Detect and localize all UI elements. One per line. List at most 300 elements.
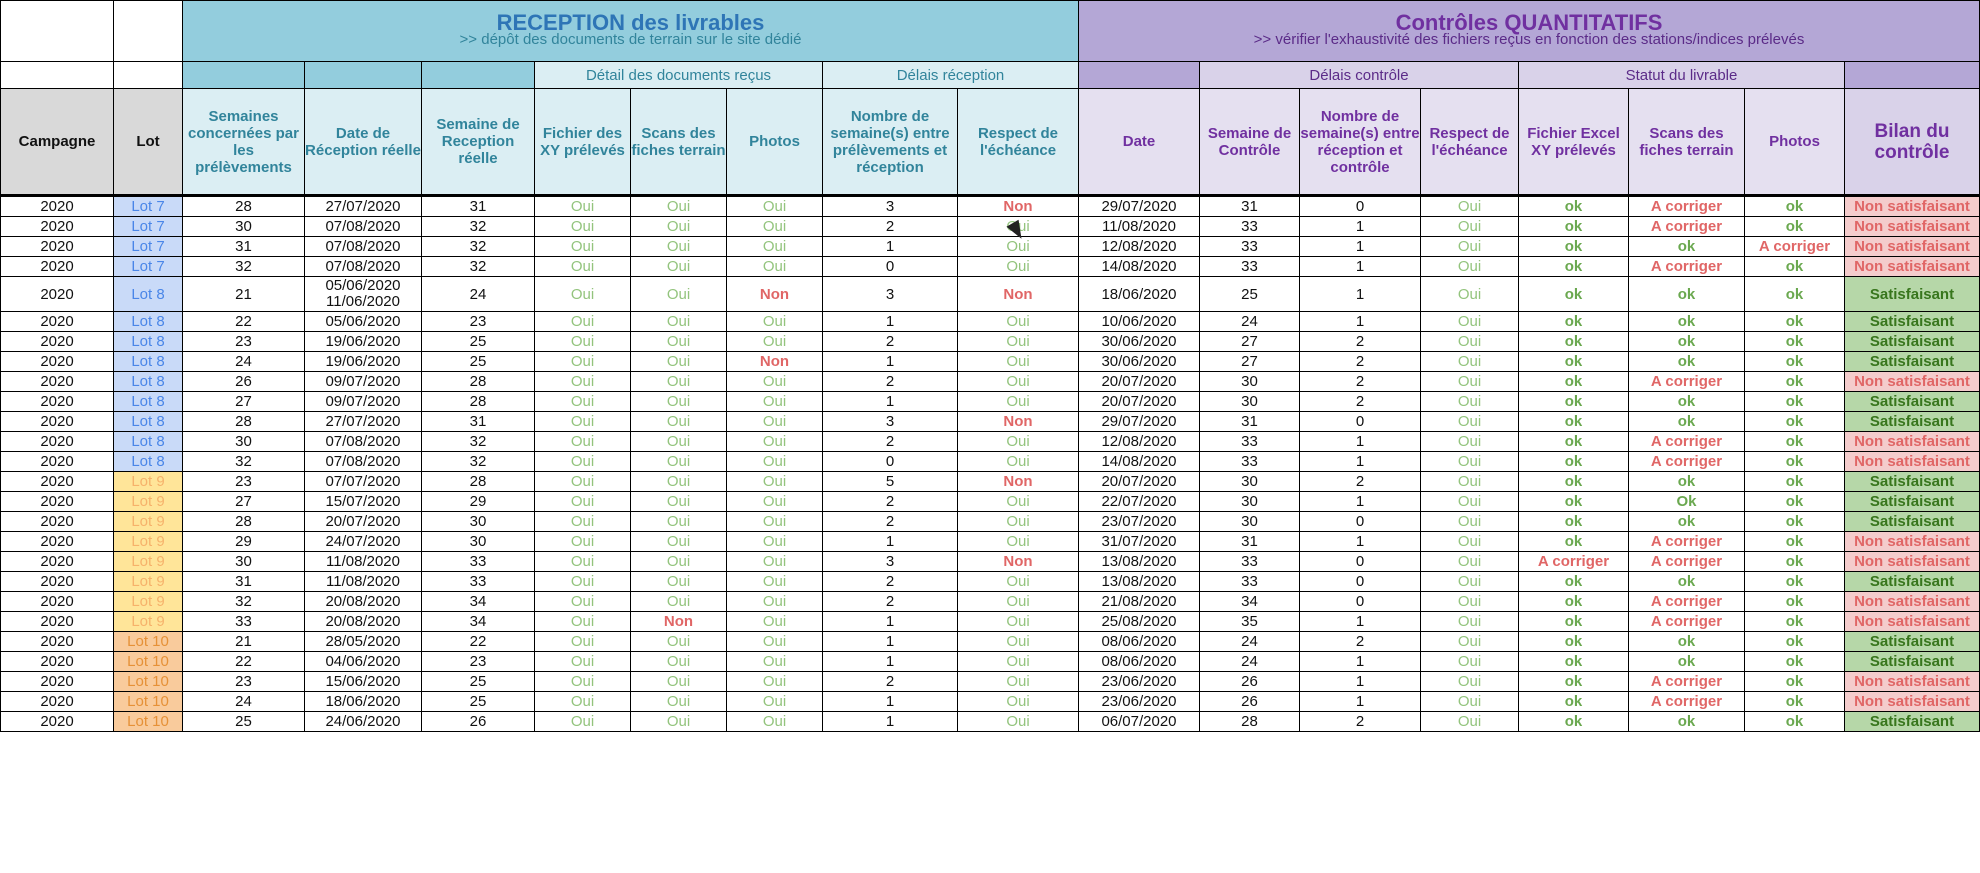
cell-photos-2[interactable]: ok <box>1745 352 1845 372</box>
cell-nb-semaines[interactable]: 0 <box>823 452 958 472</box>
cell-respect-echeance-2[interactable]: Oui <box>1421 452 1519 472</box>
cell-photos[interactable]: Oui <box>727 432 823 452</box>
cell-fichier-xy[interactable]: Oui <box>535 452 631 472</box>
cell-fichier-excel[interactable]: ok <box>1519 652 1629 672</box>
cell-fichier-excel[interactable]: ok <box>1519 492 1629 512</box>
cell-respect-echeance-2[interactable]: Oui <box>1421 197 1519 217</box>
cell-semaine-reception[interactable]: 23 <box>422 312 535 332</box>
cell-semaine-reception[interactable]: 31 <box>422 197 535 217</box>
cell-semaines[interactable]: 25 <box>183 712 305 732</box>
cell-scans[interactable]: Oui <box>631 572 727 592</box>
cell-nb-semaines-ctrl[interactable]: 1 <box>1300 312 1421 332</box>
cell-nb-semaines-ctrl[interactable]: 2 <box>1300 332 1421 352</box>
cell-semaine-controle[interactable]: 30 <box>1200 512 1300 532</box>
cell-lot[interactable]: Lot 8 <box>114 452 183 472</box>
cell-date-controle[interactable]: 06/07/2020 <box>1079 712 1200 732</box>
cell-fichier-xy[interactable]: Oui <box>535 532 631 552</box>
cell-nb-semaines[interactable]: 2 <box>823 592 958 612</box>
cell-nb-semaines-ctrl[interactable]: 2 <box>1300 712 1421 732</box>
cell-semaines[interactable]: 26 <box>183 372 305 392</box>
cell-scans-2[interactable]: A corriger <box>1629 452 1745 472</box>
cell-fichier-xy[interactable]: Oui <box>535 197 631 217</box>
cell-semaines[interactable]: 28 <box>183 512 305 532</box>
cell-campagne[interactable]: 2020 <box>0 712 114 732</box>
cell-lot[interactable]: Lot 8 <box>114 372 183 392</box>
cell-fichier-excel[interactable]: ok <box>1519 277 1629 312</box>
cell-campagne[interactable]: 2020 <box>0 452 114 472</box>
col-scans[interactable]: Scans des fiches terrain <box>631 89 727 195</box>
col-photos[interactable]: Photos <box>727 89 823 195</box>
cell-photos[interactable]: Oui <box>727 552 823 572</box>
cell-date-controle[interactable]: 20/07/2020 <box>1079 472 1200 492</box>
cell-nb-semaines-ctrl[interactable]: 1 <box>1300 432 1421 452</box>
cell-photos-2[interactable]: ok <box>1745 452 1845 472</box>
cell-fichier-xy[interactable]: Oui <box>535 512 631 532</box>
cell-fichier-excel[interactable]: ok <box>1519 512 1629 532</box>
cell-campagne[interactable]: 2020 <box>0 532 114 552</box>
cell-nb-semaines-ctrl[interactable]: 0 <box>1300 197 1421 217</box>
cell-scans-2[interactable]: ok <box>1629 572 1745 592</box>
cell-respect-echeance-2[interactable]: Oui <box>1421 392 1519 412</box>
cell-semaine-controle[interactable]: 33 <box>1200 552 1300 572</box>
cell-nb-semaines-ctrl[interactable]: 0 <box>1300 572 1421 592</box>
cell-semaines[interactable]: 28 <box>183 412 305 432</box>
cell-semaine-reception[interactable]: 32 <box>422 217 535 237</box>
cell-photos-2[interactable]: ok <box>1745 692 1845 712</box>
cell-bilan[interactable]: Non satisfaisant <box>1845 432 1980 452</box>
cell-photos[interactable]: Oui <box>727 332 823 352</box>
cell-semaine-reception[interactable]: 32 <box>422 257 535 277</box>
cell-photos[interactable]: Oui <box>727 257 823 277</box>
cell-bilan[interactable]: Satisfaisant <box>1845 332 1980 352</box>
cell-date-reception[interactable]: 05/06/2020 <box>305 312 422 332</box>
cell-nb-semaines[interactable]: 1 <box>823 312 958 332</box>
cell-lot[interactable]: Lot 8 <box>114 392 183 412</box>
cell-respect-echeance[interactable]: Oui <box>958 392 1079 412</box>
blank-cell[interactable] <box>305 62 422 89</box>
col-respect-echeance[interactable]: Respect de l'échéance <box>958 89 1079 195</box>
col-respect-echeance-2[interactable]: Respect de l'échéance <box>1421 89 1519 195</box>
cell-respect-echeance[interactable]: Oui <box>958 572 1079 592</box>
cell-nb-semaines[interactable]: 3 <box>823 412 958 432</box>
cell-fichier-excel[interactable]: ok <box>1519 392 1629 412</box>
cell-nb-semaines[interactable]: 1 <box>823 652 958 672</box>
cell-scans-2[interactable]: A corriger <box>1629 532 1745 552</box>
cell-semaines[interactable]: 22 <box>183 652 305 672</box>
cell-photos[interactable]: Oui <box>727 652 823 672</box>
cell-fichier-excel[interactable]: ok <box>1519 672 1629 692</box>
group-detail-docs[interactable]: Détail des documents reçus <box>535 62 823 89</box>
cell-fichier-xy[interactable]: Oui <box>535 237 631 257</box>
cell-semaines[interactable]: 31 <box>183 237 305 257</box>
cell-semaines[interactable]: 22 <box>183 312 305 332</box>
cell-photos-2[interactable]: ok <box>1745 672 1845 692</box>
cell-date-controle[interactable]: 30/06/2020 <box>1079 332 1200 352</box>
cell-nb-semaines-ctrl[interactable]: 0 <box>1300 512 1421 532</box>
cell-scans[interactable]: Oui <box>631 452 727 472</box>
cell-photos-2[interactable]: ok <box>1745 257 1845 277</box>
cell-respect-echeance-2[interactable]: Oui <box>1421 552 1519 572</box>
cell-nb-semaines-ctrl[interactable]: 1 <box>1300 692 1421 712</box>
cell-campagne[interactable]: 2020 <box>0 372 114 392</box>
cell-fichier-excel[interactable]: ok <box>1519 572 1629 592</box>
cell-campagne[interactable]: 2020 <box>0 672 114 692</box>
cell-scans[interactable]: Oui <box>631 492 727 512</box>
cell-respect-echeance[interactable]: Oui <box>958 352 1079 372</box>
cell-nb-semaines[interactable]: 2 <box>823 512 958 532</box>
cell-date-controle[interactable]: 13/08/2020 <box>1079 552 1200 572</box>
cell-semaine-controle[interactable]: 33 <box>1200 237 1300 257</box>
cell-scans[interactable]: Oui <box>631 197 727 217</box>
cell-respect-echeance[interactable]: Oui <box>958 692 1079 712</box>
cell-campagne[interactable]: 2020 <box>0 512 114 532</box>
cell-scans[interactable]: Oui <box>631 672 727 692</box>
cell-nb-semaines-ctrl[interactable]: 1 <box>1300 612 1421 632</box>
cell-date-reception[interactable]: 11/08/2020 <box>305 572 422 592</box>
cell-lot[interactable]: Lot 9 <box>114 612 183 632</box>
cell-date-reception[interactable]: 11/08/2020 <box>305 552 422 572</box>
cell-photos-2[interactable]: ok <box>1745 392 1845 412</box>
cell-semaines[interactable]: 30 <box>183 432 305 452</box>
cell-photos[interactable]: Oui <box>727 452 823 472</box>
cell-nb-semaines[interactable]: 3 <box>823 552 958 572</box>
cell-fichier-excel[interactable]: ok <box>1519 532 1629 552</box>
cell-fichier-excel[interactable]: ok <box>1519 432 1629 452</box>
cell-date-reception[interactable]: 07/07/2020 <box>305 472 422 492</box>
cell-respect-echeance[interactable]: Oui <box>958 532 1079 552</box>
cell-semaines[interactable]: 21 <box>183 632 305 652</box>
cell-semaine-reception[interactable]: 34 <box>422 612 535 632</box>
cell-bilan[interactable]: Non satisfaisant <box>1845 217 1980 237</box>
cell-scans-2[interactable]: ok <box>1629 512 1745 532</box>
cell-scans-2[interactable]: ok <box>1629 332 1745 352</box>
cell-respect-echeance[interactable]: Oui <box>958 592 1079 612</box>
cell-scans-2[interactable]: A corriger <box>1629 197 1745 217</box>
cell-scans[interactable]: Oui <box>631 277 727 312</box>
cell-photos-2[interactable]: ok <box>1745 572 1845 592</box>
cell-semaine-controle[interactable]: 30 <box>1200 372 1300 392</box>
cell-nb-semaines-ctrl[interactable]: 1 <box>1300 257 1421 277</box>
cell-semaine-controle[interactable]: 33 <box>1200 572 1300 592</box>
cell-photos-2[interactable]: ok <box>1745 552 1845 572</box>
blank-cell[interactable] <box>1079 62 1200 89</box>
cell-semaine-controle[interactable]: 24 <box>1200 652 1300 672</box>
cell-nb-semaines-ctrl[interactable]: 1 <box>1300 217 1421 237</box>
cell-bilan[interactable]: Non satisfaisant <box>1845 672 1980 692</box>
cell-nb-semaines[interactable]: 1 <box>823 712 958 732</box>
cell-fichier-excel[interactable]: ok <box>1519 472 1629 492</box>
cell-date-reception[interactable]: 28/05/2020 <box>305 632 422 652</box>
cell-lot[interactable]: Lot 10 <box>114 632 183 652</box>
cell-photos[interactable]: Oui <box>727 217 823 237</box>
cell-photos[interactable]: Oui <box>727 412 823 432</box>
cell-photos-2[interactable]: ok <box>1745 632 1845 652</box>
cell-date-controle[interactable]: 12/08/2020 <box>1079 432 1200 452</box>
cell-scans[interactable]: Oui <box>631 592 727 612</box>
cell-semaine-reception[interactable]: 24 <box>422 277 535 312</box>
cell-semaine-controle[interactable]: 25 <box>1200 277 1300 312</box>
cell-bilan[interactable]: Satisfaisant <box>1845 712 1980 732</box>
cell-semaines[interactable]: 23 <box>183 472 305 492</box>
cell-nb-semaines-ctrl[interactable]: 2 <box>1300 632 1421 652</box>
cell-fichier-xy[interactable]: Oui <box>535 217 631 237</box>
corner-cell[interactable] <box>0 0 114 62</box>
cell-semaines[interactable]: 32 <box>183 257 305 277</box>
cell-fichier-excel[interactable]: ok <box>1519 237 1629 257</box>
cell-semaines[interactable]: 27 <box>183 392 305 412</box>
cell-bilan[interactable]: Satisfaisant <box>1845 512 1980 532</box>
cell-photos-2[interactable]: ok <box>1745 432 1845 452</box>
cell-respect-echeance[interactable]: Non <box>958 197 1079 217</box>
cell-nb-semaines[interactable]: 2 <box>823 572 958 592</box>
cell-respect-echeance[interactable]: Oui <box>958 312 1079 332</box>
cell-semaine-reception[interactable]: 28 <box>422 472 535 492</box>
cell-bilan[interactable]: Non satisfaisant <box>1845 592 1980 612</box>
cell-scans-2[interactable]: A corriger <box>1629 672 1745 692</box>
cell-date-reception[interactable]: 27/07/2020 <box>305 412 422 432</box>
cell-date-controle[interactable]: 23/06/2020 <box>1079 672 1200 692</box>
blank-cell[interactable] <box>1845 62 1980 89</box>
cell-bilan[interactable]: Non satisfaisant <box>1845 197 1980 217</box>
cell-bilan[interactable]: Satisfaisant <box>1845 652 1980 672</box>
col-nb-semaines-ctrl[interactable]: Nombre de semaine(s) entre réception et contrôle <box>1300 89 1421 195</box>
cell-semaines[interactable]: 33 <box>183 612 305 632</box>
cell-respect-echeance-2[interactable]: Oui <box>1421 632 1519 652</box>
cell-campagne[interactable]: 2020 <box>0 392 114 412</box>
cell-date-controle[interactable]: 31/07/2020 <box>1079 532 1200 552</box>
cell-respect-echeance[interactable]: Oui <box>958 652 1079 672</box>
cell-photos[interactable]: Oui <box>727 312 823 332</box>
cell-campagne[interactable]: 2020 <box>0 312 114 332</box>
cell-semaine-controle[interactable]: 30 <box>1200 472 1300 492</box>
cell-photos[interactable]: Oui <box>727 572 823 592</box>
cell-date-reception[interactable]: 20/07/2020 <box>305 512 422 532</box>
cell-semaine-reception[interactable]: 25 <box>422 692 535 712</box>
cell-date-controle[interactable]: 21/08/2020 <box>1079 592 1200 612</box>
cell-respect-echeance[interactable]: Oui <box>958 432 1079 452</box>
cell-campagne[interactable]: 2020 <box>0 572 114 592</box>
cell-fichier-excel[interactable]: ok <box>1519 692 1629 712</box>
cell-respect-echeance-2[interactable]: Oui <box>1421 512 1519 532</box>
cell-semaine-controle[interactable]: 30 <box>1200 492 1300 512</box>
col-photos-2[interactable]: Photos <box>1745 89 1845 195</box>
cell-lot[interactable]: Lot 7 <box>114 217 183 237</box>
cell-fichier-excel[interactable]: ok <box>1519 197 1629 217</box>
cell-semaines[interactable]: 29 <box>183 532 305 552</box>
cell-semaines[interactable]: 28 <box>183 197 305 217</box>
cell-semaine-reception[interactable]: 29 <box>422 492 535 512</box>
cell-respect-echeance[interactable]: Oui <box>958 257 1079 277</box>
cell-scans-2[interactable]: ok <box>1629 312 1745 332</box>
cell-bilan[interactable]: Non satisfaisant <box>1845 237 1980 257</box>
cell-semaine-controle[interactable]: 31 <box>1200 412 1300 432</box>
cell-scans-2[interactable]: A corriger <box>1629 592 1745 612</box>
cell-scans-2[interactable]: ok <box>1629 277 1745 312</box>
cell-campagne[interactable]: 2020 <box>0 552 114 572</box>
cell-respect-echeance[interactable]: Oui <box>958 712 1079 732</box>
cell-date-reception[interactable]: 09/07/2020 <box>305 372 422 392</box>
cell-semaines[interactable]: 32 <box>183 592 305 612</box>
cell-semaine-reception[interactable]: 30 <box>422 532 535 552</box>
cell-photos-2[interactable]: ok <box>1745 277 1845 312</box>
cell-nb-semaines[interactable]: 1 <box>823 392 958 412</box>
cell-lot[interactable]: Lot 10 <box>114 712 183 732</box>
cell-nb-semaines-ctrl[interactable]: 0 <box>1300 592 1421 612</box>
cell-scans[interactable]: Oui <box>631 392 727 412</box>
cell-semaine-reception[interactable]: 23 <box>422 652 535 672</box>
cell-date-controle[interactable]: 10/06/2020 <box>1079 312 1200 332</box>
cell-scans[interactable]: Oui <box>631 312 727 332</box>
cell-date-controle[interactable]: 20/07/2020 <box>1079 392 1200 412</box>
col-date-controle[interactable]: Date <box>1079 89 1200 195</box>
cell-semaine-controle[interactable]: 24 <box>1200 632 1300 652</box>
cell-lot[interactable]: Lot 9 <box>114 552 183 572</box>
cell-semaines[interactable]: 31 <box>183 572 305 592</box>
cell-respect-echeance[interactable]: Oui <box>958 217 1079 237</box>
cell-campagne[interactable]: 2020 <box>0 257 114 277</box>
cell-fichier-xy[interactable]: Oui <box>535 692 631 712</box>
blank-cell[interactable] <box>183 62 305 89</box>
cell-photos-2[interactable]: ok <box>1745 592 1845 612</box>
cell-semaine-reception[interactable]: 33 <box>422 552 535 572</box>
cell-nb-semaines-ctrl[interactable]: 1 <box>1300 277 1421 312</box>
cell-scans[interactable]: Oui <box>631 712 727 732</box>
cell-respect-echeance[interactable]: Oui <box>958 372 1079 392</box>
cell-date-controle[interactable]: 11/08/2020 <box>1079 217 1200 237</box>
cell-date-controle[interactable]: 14/08/2020 <box>1079 257 1200 277</box>
cell-date-controle[interactable]: 23/07/2020 <box>1079 512 1200 532</box>
cell-lot[interactable]: Lot 9 <box>114 592 183 612</box>
cell-semaine-reception[interactable]: 25 <box>422 332 535 352</box>
cell-respect-echeance[interactable]: Oui <box>958 237 1079 257</box>
cell-bilan[interactable]: Satisfaisant <box>1845 632 1980 652</box>
cell-respect-echeance-2[interactable]: Oui <box>1421 672 1519 692</box>
cell-photos-2[interactable]: ok <box>1745 532 1845 552</box>
cell-fichier-xy[interactable]: Oui <box>535 612 631 632</box>
cell-bilan[interactable]: Satisfaisant <box>1845 277 1980 312</box>
cell-semaine-controle[interactable]: 31 <box>1200 532 1300 552</box>
cell-nb-semaines[interactable]: 2 <box>823 492 958 512</box>
cell-fichier-excel[interactable]: ok <box>1519 452 1629 472</box>
cell-respect-echeance-2[interactable]: Oui <box>1421 572 1519 592</box>
cell-nb-semaines[interactable]: 1 <box>823 692 958 712</box>
cell-respect-echeance[interactable]: Oui <box>958 632 1079 652</box>
cell-nb-semaines-ctrl[interactable]: 0 <box>1300 552 1421 572</box>
cell-scans-2[interactable]: A corriger <box>1629 612 1745 632</box>
cell-scans[interactable]: Oui <box>631 652 727 672</box>
cell-campagne[interactable]: 2020 <box>0 197 114 217</box>
cell-photos-2[interactable]: ok <box>1745 312 1845 332</box>
cell-nb-semaines-ctrl[interactable]: 1 <box>1300 237 1421 257</box>
cell-respect-echeance[interactable]: Oui <box>958 332 1079 352</box>
cell-campagne[interactable]: 2020 <box>0 332 114 352</box>
cell-lot[interactable]: Lot 9 <box>114 532 183 552</box>
cell-respect-echeance[interactable]: Oui <box>958 672 1079 692</box>
cell-campagne[interactable]: 2020 <box>0 612 114 632</box>
cell-nb-semaines-ctrl[interactable]: 1 <box>1300 532 1421 552</box>
cell-photos-2[interactable]: ok <box>1745 472 1845 492</box>
cell-respect-echeance[interactable]: Non <box>958 412 1079 432</box>
cell-semaine-reception[interactable]: 32 <box>422 237 535 257</box>
cell-respect-echeance-2[interactable]: Oui <box>1421 712 1519 732</box>
cell-nb-semaines[interactable]: 2 <box>823 217 958 237</box>
cell-semaine-controle[interactable]: 27 <box>1200 332 1300 352</box>
cell-lot[interactable]: Lot 9 <box>114 492 183 512</box>
cell-semaine-controle[interactable]: 33 <box>1200 257 1300 277</box>
controles-section-header[interactable] <box>1079 0 1980 62</box>
cell-semaine-controle[interactable]: 33 <box>1200 217 1300 237</box>
cell-lot[interactable]: Lot 8 <box>114 277 183 312</box>
group-delais-reception[interactable]: Délais réception <box>823 62 1079 89</box>
cell-respect-echeance[interactable]: Non <box>958 277 1079 312</box>
cell-photos[interactable]: Oui <box>727 237 823 257</box>
cell-date-reception[interactable]: 19/06/2020 <box>305 352 422 372</box>
cell-fichier-excel[interactable]: ok <box>1519 332 1629 352</box>
cell-semaines[interactable]: 23 <box>183 672 305 692</box>
cell-scans-2[interactable]: ok <box>1629 632 1745 652</box>
cell-nb-semaines[interactable]: 5 <box>823 472 958 492</box>
cell-fichier-excel[interactable]: ok <box>1519 352 1629 372</box>
cell-semaine-reception[interactable]: 22 <box>422 632 535 652</box>
cell-photos[interactable]: Oui <box>727 472 823 492</box>
cell-bilan[interactable]: Satisfaisant <box>1845 392 1980 412</box>
cell-campagne[interactable]: 2020 <box>0 692 114 712</box>
cell-respect-echeance-2[interactable]: Oui <box>1421 612 1519 632</box>
cell-semaines[interactable]: 24 <box>183 352 305 372</box>
cell-scans[interactable]: Non <box>631 612 727 632</box>
cell-semaine-reception[interactable]: 25 <box>422 352 535 372</box>
cell-semaine-reception[interactable]: 30 <box>422 512 535 532</box>
cell-respect-echeance-2[interactable]: Oui <box>1421 412 1519 432</box>
cell-scans[interactable]: Oui <box>631 632 727 652</box>
cell-semaine-reception[interactable]: 31 <box>422 412 535 432</box>
cell-fichier-xy[interactable]: Oui <box>535 312 631 332</box>
cell-date-reception[interactable]: 15/07/2020 <box>305 492 422 512</box>
cell-date-reception[interactable]: 19/06/2020 <box>305 332 422 352</box>
cell-lot[interactable]: Lot 10 <box>114 672 183 692</box>
cell-respect-echeance-2[interactable]: Oui <box>1421 432 1519 452</box>
cell-respect-echeance[interactable]: Oui <box>958 452 1079 472</box>
cell-campagne[interactable]: 2020 <box>0 352 114 372</box>
cell-nb-semaines-ctrl[interactable]: 1 <box>1300 492 1421 512</box>
cell-fichier-xy[interactable]: Oui <box>535 472 631 492</box>
cell-date-controle[interactable]: 12/08/2020 <box>1079 237 1200 257</box>
cell-date-reception[interactable]: 15/06/2020 <box>305 672 422 692</box>
cell-bilan[interactable]: Non satisfaisant <box>1845 532 1980 552</box>
cell-nb-semaines[interactable]: 2 <box>823 372 958 392</box>
cell-photos[interactable]: Oui <box>727 392 823 412</box>
cell-scans[interactable]: Oui <box>631 257 727 277</box>
cell-respect-echeance[interactable]: Oui <box>958 612 1079 632</box>
cell-date-controle[interactable]: 14/08/2020 <box>1079 452 1200 472</box>
cell-bilan[interactable]: Satisfaisant <box>1845 352 1980 372</box>
cell-fichier-xy[interactable]: Oui <box>535 592 631 612</box>
cell-fichier-xy[interactable]: Oui <box>535 412 631 432</box>
cell-scans-2[interactable]: Ok <box>1629 492 1745 512</box>
cell-lot[interactable]: Lot 8 <box>114 332 183 352</box>
cell-fichier-xy[interactable]: Oui <box>535 652 631 672</box>
cell-photos-2[interactable]: ok <box>1745 217 1845 237</box>
cell-photos[interactable]: Oui <box>727 197 823 217</box>
cell-semaine-controle[interactable]: 33 <box>1200 432 1300 452</box>
cell-nb-semaines-ctrl[interactable]: 2 <box>1300 352 1421 372</box>
cell-respect-echeance-2[interactable]: Oui <box>1421 592 1519 612</box>
cell-photos[interactable]: Oui <box>727 672 823 692</box>
cell-fichier-xy[interactable]: Oui <box>535 712 631 732</box>
reception-section-header[interactable] <box>183 0 1079 62</box>
cell-semaines[interactable]: 21 <box>183 277 305 312</box>
cell-lot[interactable]: Lot 8 <box>114 352 183 372</box>
